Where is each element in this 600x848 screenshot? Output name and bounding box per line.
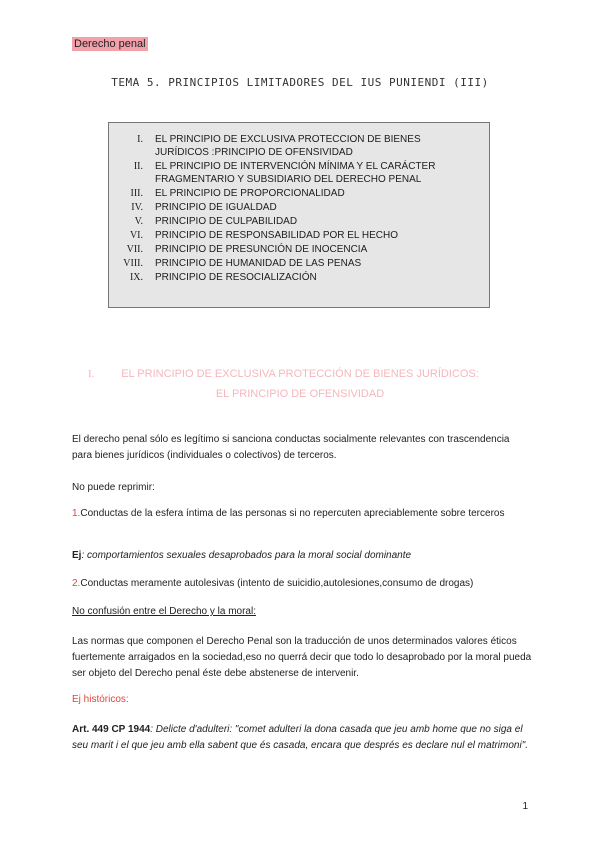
toc-item [109, 271, 491, 284]
list-item-2 [72, 576, 532, 592]
toc-item [109, 201, 491, 214]
toc-item-line: PRINCIPIO DE IGUALDAD [155, 202, 277, 213]
underlined-subheading: No confusión entre el Derecho y la moral: [72, 606, 256, 617]
toc-item [109, 215, 491, 228]
article-label: Art. 449 CP 1944 [72, 724, 151, 735]
paragraph-norms: Las normas que componen el Derecho Penal son la traducción de unos determinados valores éticos fuertemente arraigados en la sociedad,eso no querrá decir que todo lo desaprobado por la moral pueda ser objeto del Derecho penal éste debe abstenerse de intervenir. [72, 636, 532, 679]
toc-item-text [155, 243, 485, 256]
toc-item-line: PRINCIPIO DE PRESUNCIÓN DE INOCENCIA [155, 244, 368, 255]
article-text: : Delicte d'adulteri: "comet adulteri la dona casada que jeu amb home que no siga el seu marit i el que jeu amb ella sabent que és casada, encara que després es declare nul el matrimoni". [72, 724, 529, 751]
toc-item-text [155, 257, 485, 270]
toc-item-text [155, 201, 485, 214]
toc-item-line: PRINCIPIO DE CULPABILIDAD [155, 216, 298, 227]
toc-item-text [155, 271, 485, 284]
toc-item-line: EL PRINCIPIO DE PROPORCIONALIDAD [155, 188, 345, 199]
toc-item [109, 187, 491, 200]
toc-item [109, 257, 491, 270]
section-number: I. [88, 368, 95, 380]
toc-item-number: VII. [126, 244, 143, 255]
example-text: : comportamientos sexuales desaprobados para la moral social dominante [81, 550, 412, 561]
toc-item-line: JURÍDICOS :PRINCIPIO DE OFENSIVIDAD [155, 147, 353, 158]
toc-item-line: EL PRINCIPIO DE INTERVENCIÓN MÍNIMA Y EL CARÁCTER [155, 161, 436, 172]
section-heading [72, 364, 528, 404]
toc-item-text [155, 215, 485, 228]
toc-item-number: IV. [131, 202, 143, 213]
article-quote [72, 722, 532, 754]
toc-item [109, 160, 491, 186]
toc-item-number: II. [133, 161, 143, 172]
toc-item-text [155, 133, 485, 159]
toc-item-line: PRINCIPIO DE RESPONSABILIDAD POR EL HECHO [155, 230, 399, 241]
page-number: 1 [522, 801, 528, 812]
section-heading-line-1: EL PRINCIPIO DE EXCLUSIVA PROTECCIÓN DE BIENES JURÍDICOS: [121, 368, 479, 380]
toc-item-number: VI. [129, 230, 143, 241]
toc-item-text [155, 229, 485, 242]
toc-item-number: III. [130, 188, 143, 199]
document-header-tag: Derecho penal [74, 38, 146, 50]
toc-item-line: PRINCIPIO DE RESOCIALIZACIÓN [155, 272, 317, 283]
example-label: Ej [72, 550, 82, 561]
list-item-1-text: Conductas de la esfera íntima de las personas si no repercuten apreciablemente sobre terceros [80, 508, 505, 519]
paragraph-legitimacy: El derecho penal sólo es legítimo si sanciona conductas socialmente relevantes con trascendencia para bienes jurídicos (individuales o colectivos) de terceros. [72, 434, 510, 461]
list-item-1 [72, 506, 532, 522]
toc-item-line: FRAGMENTARIO Y SUBSIDIARIO DEL DERECHO PENAL [155, 174, 422, 185]
toc-item [109, 229, 491, 242]
example-line [72, 548, 532, 564]
table-of-contents [108, 122, 490, 308]
paragraph-no-puede: No puede reprimir: [72, 482, 155, 493]
toc-item-number: V. [134, 216, 143, 227]
toc-item-text [155, 187, 485, 200]
toc-item-text [155, 160, 485, 186]
toc-item-line: PRINCIPIO DE HUMANIDAD DE LAS PENAS [155, 258, 362, 269]
toc-item [109, 243, 491, 256]
toc-item [109, 133, 491, 159]
list-item-2-number: 2. [72, 578, 81, 589]
list-item-1-number: 1. [72, 508, 81, 519]
toc-item-number: I. [137, 134, 143, 145]
toc-item-line: EL PRINCIPIO DE EXCLUSIVA PROTECCION DE BIENES [155, 134, 421, 145]
toc-item-number: VIII. [123, 258, 143, 269]
page-title: TEMA 5. PRINCIPIOS LIMITADORES DEL IUS PUNIENDI (III) [111, 76, 489, 89]
list-item-2-text: Conductas meramente autolesivas (intento de suicidio,autolesiones,consumo de drogas) [80, 578, 474, 589]
toc-item-number: IX. [129, 272, 143, 283]
historical-examples-label: Ej históricos: [72, 694, 129, 705]
section-heading-line-2: EL PRINCIPIO DE OFENSIVIDAD [215, 388, 385, 400]
